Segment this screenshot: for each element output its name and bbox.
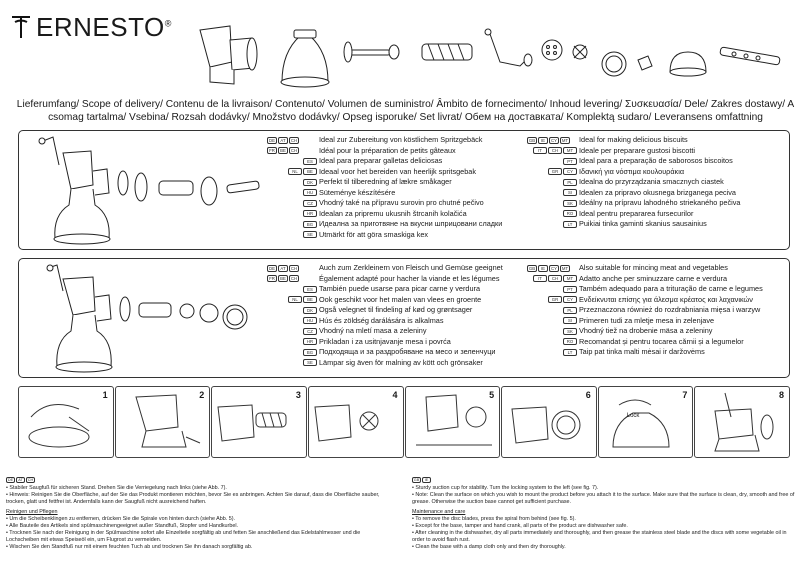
lang-row: RO Recomandat și pentru tocarea cărnii și a legumelor bbox=[527, 337, 797, 348]
lang-row: PL Idealna do przyrządzania smacznych ciastek bbox=[527, 177, 797, 188]
suction-base-part bbox=[281, 30, 329, 87]
care-line: • Trocknen Sie nach der Reinigung in der Spülmaschine sofort alle Einzelteile sorgfältig ab und fetten Sie anschließend das Edelstahlmesser und die Lochscheiben mit etwas Speiseöl ein, um Flugrost zu vermeiden. bbox=[6, 530, 361, 543]
care-instructions-german bbox=[6, 477, 391, 551]
lang-row: IT CH MT Adatto anche per sminuzzare carne e verdura bbox=[527, 274, 797, 285]
step-3-illustration bbox=[212, 387, 307, 457]
step-2 bbox=[115, 386, 211, 458]
spiral-part bbox=[422, 44, 472, 60]
brand-mark-icon bbox=[10, 14, 32, 40]
care-line: • Sturdy suction cup for stability. Turn the locking system to the left (see fig. 7). bbox=[412, 485, 599, 491]
lang-row: GB IE CY MT Ideal for making delicious biscuits bbox=[528, 135, 688, 145]
assembly-steps bbox=[18, 386, 790, 458]
lang-row: HR Prikladan i za usitnjavanje mesa i povrća bbox=[267, 337, 537, 348]
step-number: 2 bbox=[199, 390, 205, 400]
parts-overview-illustration bbox=[190, 12, 800, 92]
biscuit-column-right bbox=[527, 135, 797, 230]
lang-row: HU Hús és zöldség darálására is alkalmas bbox=[267, 316, 537, 327]
care-heading: Maintenance and care bbox=[412, 509, 466, 515]
care-line: • Alle Bauteile des Artikels sind spülmaschinengeeignet außer Standfuß, Stopfer und Handkurbel. bbox=[6, 523, 239, 529]
lang-row: FR BE CH Idéal pour la préparation de petits gâteaux bbox=[267, 146, 537, 157]
lang-row: DE AT CH Ideal zur Zubereitung von köstlichem Spritzgebäck bbox=[269, 135, 483, 145]
lang-row: FR BE CH Également adapté pour hacher la viande et les légumes bbox=[267, 274, 537, 285]
lang-row: CZ Vhodný na mletí masa a zeleniny bbox=[267, 326, 537, 337]
step-8 bbox=[694, 386, 790, 458]
lang-row: SE Utmärkt för att göra smaskiga kex bbox=[267, 230, 537, 241]
lang-row: HU Süteménye készítésére bbox=[267, 188, 537, 199]
lang-row: RO Ideal pentru prepararea fursecurilor bbox=[527, 209, 797, 220]
lock-label: Lock bbox=[626, 413, 640, 419]
step-number: 1 bbox=[102, 390, 108, 400]
care-line: • Wischen Sie den Standfuß nur mit einem feuchten Tuch ab und trocknen Sie ihn danach sorgfältig ab. bbox=[6, 544, 253, 550]
care-line: • To remove the disc blades, press the spiral from behind (see fig. 5). bbox=[412, 516, 576, 522]
biscuit-assembly-illustration bbox=[23, 135, 263, 247]
lang-row: GB IE CY MT Also suitable for mincing meat and vegetables bbox=[528, 263, 728, 273]
care-line: • After cleaning in the dishwasher, dry all parts immediately and thoroughly, and then grease the stainless steel blade and the discs with some vegetable oil in order to avoid flash rust. bbox=[412, 530, 787, 543]
lang-row: BG Идеална за приготвяне на вкусни шприцовани сладки bbox=[267, 219, 537, 230]
lang-row: SE Lämpar sig även för malning av kött och grönsaker bbox=[267, 358, 537, 369]
biscuit-column-left bbox=[267, 135, 537, 240]
care-line: • Um die Scheibenklingen zu entfernen, drücken Sie die Spirale von hinten durch (siehe Abb. 5). bbox=[6, 516, 236, 522]
lang-row: LT Puikiai tinka gaminti skanius sausainius bbox=[527, 219, 797, 230]
lang-row: GR CY Ιδανική για νόστιμα κουλουράκια bbox=[527, 167, 797, 178]
clamp-part bbox=[638, 56, 652, 70]
step-4-illustration bbox=[309, 387, 404, 457]
lang-row: LT Taip pat tinka malti mėsai ir daržovėms bbox=[527, 347, 797, 358]
lang-row: BG Подходяща и за раздробяване на месо и зеленчуци bbox=[267, 347, 537, 358]
step-5-illustration bbox=[406, 387, 501, 457]
care-line: • Except for the base, tamper and hand crank, all parts of the product are dishwasher safe. bbox=[412, 523, 628, 529]
step-6-illustration bbox=[502, 387, 597, 457]
lang-row: SI Primeren tudi za mletje mesa in zelenjave bbox=[527, 316, 797, 327]
lang-row: SI Idealen za pripravo okusnega brizganega peciva bbox=[527, 188, 797, 199]
step-1 bbox=[18, 386, 114, 458]
cookie-attachment-part bbox=[720, 47, 780, 65]
crank-part bbox=[485, 29, 532, 66]
step-7-illustration bbox=[599, 387, 694, 457]
lang-row: CZ Vhodný také na přípravu surovin pro chutné pečivo bbox=[267, 198, 537, 209]
step-number: 5 bbox=[489, 390, 495, 400]
brand-logo bbox=[10, 10, 185, 44]
mincing-assembly-illustration bbox=[23, 263, 263, 375]
lang-row: PT Ideal para a preparação de saborosos biscoitos bbox=[527, 156, 797, 167]
step-8-illustration bbox=[695, 387, 790, 457]
step-5 bbox=[405, 386, 501, 458]
lang-row: DK Perfekt til tilberedning af lækre småkager bbox=[267, 177, 537, 188]
mincing-panel bbox=[18, 258, 790, 378]
step-6 bbox=[501, 386, 597, 458]
lang-row: DK Også velegnet til findeling af kød og grøntsager bbox=[267, 305, 537, 316]
step-4 bbox=[308, 386, 404, 458]
lang-row: NL BE Ook geschikt voor het malen van vlees en groente bbox=[267, 295, 537, 306]
grinder-body-part bbox=[200, 26, 257, 84]
care-line: • Stabiler Saugfuß für sicheren Stand. Drehen Sie die Verriegelung nach links (siehe Abb. 7). bbox=[6, 485, 227, 491]
lang-row: GR CY Ενδείκνυται επίσης για άλεσμα κρέατος και λαχανικών bbox=[527, 295, 797, 306]
biscuit-panel bbox=[18, 130, 790, 250]
lang-row: SK Vhodný tiež na drobenie mäsa a zeleniny bbox=[527, 326, 797, 337]
language-codes: DE AT CH bbox=[7, 478, 34, 482]
step-7 bbox=[598, 386, 694, 458]
step-number: 3 bbox=[295, 390, 301, 400]
lang-row: PT Também adequado para a trituração de carne e legumes bbox=[527, 284, 797, 295]
lang-row: HR Idealan za pripremu ukusnih štrcanih kolačića bbox=[267, 209, 537, 220]
lang-row: NL BE Ideaal voor het bereiden van heerlijk spritsgebak bbox=[267, 167, 537, 178]
lang-row: ES Ideal para preparar galletas deliciosas bbox=[267, 156, 537, 167]
step-2-illustration bbox=[116, 387, 211, 457]
step-number: 6 bbox=[585, 390, 591, 400]
disc-part bbox=[542, 40, 562, 60]
language-codes: GB IE bbox=[412, 477, 797, 483]
step-number: 4 bbox=[392, 390, 398, 400]
step-number: 7 bbox=[682, 390, 688, 400]
care-heading: Reinigen und Pflegen bbox=[6, 509, 58, 515]
lang-row: DE AT CH Auch zum Zerkleinern von Fleisch und Gemüse geeignet bbox=[269, 263, 503, 273]
brand-name: ERNESTO® bbox=[36, 12, 172, 42]
lang-row: PL Przeznaczona również do rozdrabniania mięsa i warzyw bbox=[527, 305, 797, 316]
tamper-part bbox=[344, 42, 399, 62]
mincing-column-left bbox=[267, 263, 537, 368]
ring-part bbox=[602, 52, 626, 76]
step-number: 8 bbox=[778, 390, 784, 400]
care-instructions-english bbox=[412, 477, 797, 551]
lang-row: IT CH MT Ideale per preparare gustosi biscotti bbox=[527, 146, 797, 157]
step-1-illustration bbox=[19, 387, 114, 457]
care-line: • Note: Clean the surface on which you wish to mount the product before you attach it to the surface. Make sure that the surface is clean, dry, smooth and free of grease. Otherwise the suction base cannot get sufficient purchase. bbox=[412, 492, 795, 505]
care-line: • Hinweis: Reinigen Sie die Oberfläche, auf der Sie das Produkt montieren möchten, bevor Sie es anbringen. Achten Sie darauf, dass die Oberfläche sauber, trocken, glatt und fettfrei ist. Andernfalls kann der Saugfuß nicht ausreichend haften. bbox=[6, 492, 380, 505]
lang-row: SK Ideálny na prípravu lahodného striekaného pečiva bbox=[527, 198, 797, 209]
lang-row: ES También puede usarse para picar carne y verdura bbox=[267, 284, 537, 295]
care-line: • Clean the base with a damp cloth only and then dry thoroughly. bbox=[412, 544, 566, 550]
nozzle-part bbox=[670, 52, 706, 76]
mincing-column-right bbox=[527, 263, 797, 358]
step-3 bbox=[211, 386, 307, 458]
blade-part bbox=[573, 45, 587, 59]
scope-of-delivery-title: Lieferumfang/ Scope of delivery/ Contenu de la livraison/ Contenuto/ Volumen de suministro/ Âmbito de fornecimento/ Inhoud levering/ Συσκευασία/ Dele/ Zakres dostawy/ A csomag tartalma/ Vsebina/ Rozsah dodávky/ Množstvo dodávky/ Opseg isporuke/ Set livrat/ Обем на доставката/ Komplektą sudaro/ Leveransens omfattning bbox=[16, 99, 795, 123]
